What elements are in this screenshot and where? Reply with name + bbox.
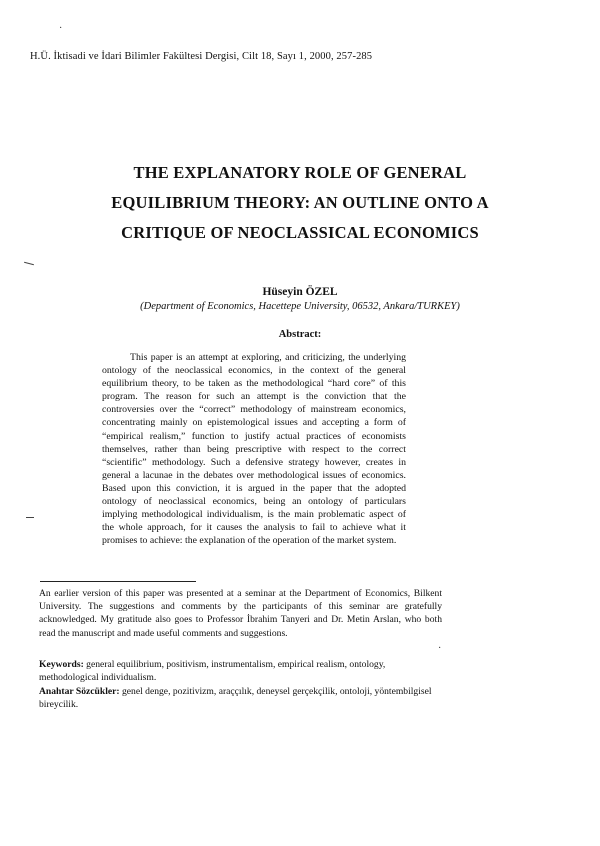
keywords — [39, 658, 442, 684]
paper-title — [40, 158, 560, 248]
footnote: An earlier version of this paper was presented at a seminar at the Department of Economics, Bilkent University. The suggestions and comments by the participants of this seminar are gratefully acknowledged. My gratitude also goes to Professor İbrahim Tanyeri and Dr. Metin Arslan, who both read the manuscript and made useful comments and suggestions. — [39, 588, 442, 639]
keywords-text: general equilibrium, positivism, instrumentalism, empirical realism, ontology, methodological individualism. — [39, 659, 386, 684]
keywords-label: Keywords: — [39, 659, 84, 670]
author-affiliation: (Department of Economics, Hacettepe University, 06532, Ankara/TURKEY) — [140, 301, 460, 312]
running-head: H.Ü. İktisadi ve İdari Bilimler Fakültesi Dergisi, Cilt 18, Sayı 1, 2000, 257-285 — [30, 51, 373, 62]
scan-margin-mark — [26, 517, 34, 518]
title-line-1: THE EXPLANATORY ROLE OF GENERAL — [133, 163, 467, 182]
author-name: Hüseyin ÖZEL — [262, 286, 338, 298]
turkish-keywords-label: Anahtar Sözcükler: — [39, 686, 120, 697]
turkish-keywords — [39, 685, 442, 711]
title-line-3: CRITIQUE OF NEOCLASSICAL ECONOMICS — [121, 223, 479, 242]
scan-speck: · — [59, 23, 63, 34]
scan-margin-mark — [24, 262, 34, 266]
abstract-heading: Abstract: — [278, 329, 322, 340]
turkish-keywords-text: genel denge, pozitivizm, araççılık, deneysel gerçekçilik, ontoloji, yöntembilgisel bireycilik. — [39, 686, 432, 711]
abstract-body: This paper is an attempt at exploring, and criticizing, the underlying ontology of the neoclassical economics, in the context of the general equilibrium theory, to be taken as the methodological “hard core” of this program. The reason for such an attempt is the conviction that the controversies over the “correct” methodology of mainstream economics, concentrating mainly on epistemological issues and accepting a form of “empirical realism,” function to justify actual practices of economists themselves, rather than being prescriptive with respect to the correct “scientific” methodology. Such a defensive strategy however, creates in general a lacunae in the debates over methodological issues of economics. Based upon this conviction, it is argued in the paper that the adopted ontology of neoclassical economics, being an ontology of particulars implying methodological individualism, is the main problematic aspect of the whole approach, for it causes the analysis to fail to achieve what it promises to achieve: the explanation of the operation of the market system. — [102, 352, 406, 547]
scan-speck: · — [438, 643, 442, 654]
title-line-2: EQUILIBRIUM THEORY: AN OUTLINE ONTO A — [111, 193, 489, 212]
footnote-separator — [40, 581, 196, 582]
